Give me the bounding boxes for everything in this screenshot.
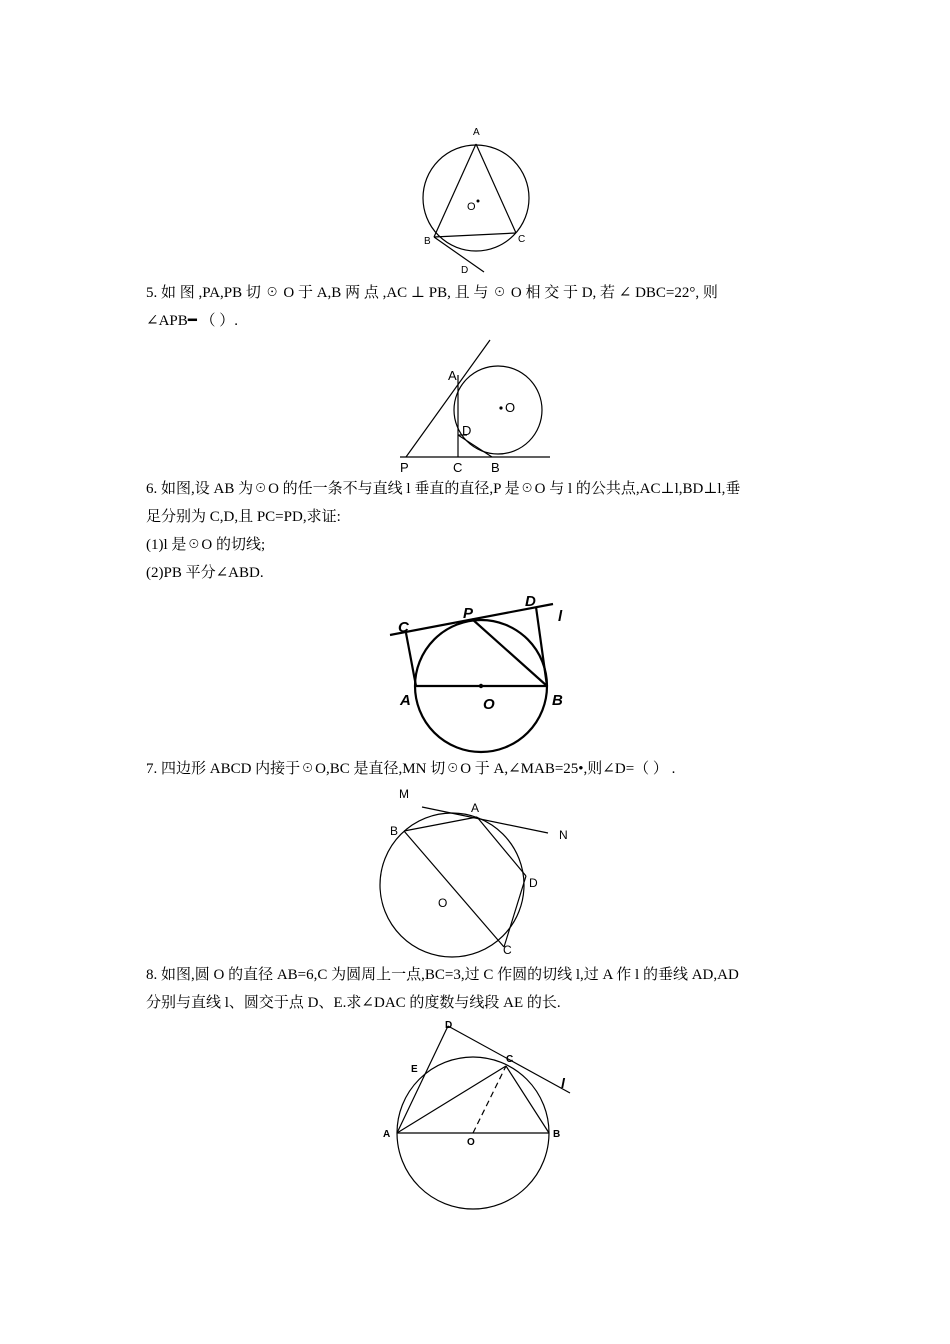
label-c: C <box>398 619 409 636</box>
q7-text-line1: 7. 四边形 ABCD 内接于☉O,BC 是直径,MN 切☉O 于 A,∠MAB=25•,则∠D=（ ） . <box>146 761 676 777</box>
label-a: A <box>471 801 480 815</box>
label-o: O <box>505 400 516 415</box>
label-b: B <box>390 824 399 838</box>
q6-text-line3: (1)l 是☉O 的切线; <box>146 537 266 553</box>
figure-inscribed-triangle <box>410 120 550 280</box>
q6-text-line4: (2)PB 平分∠ABD. <box>146 565 264 581</box>
label-d: D <box>445 1020 453 1031</box>
q5-text-line1: 5. 如 图 ,PA,PB 切 ☉ O 于 A,B 两 点 ,AC ⊥ PB, 且 与 ☉ O 相 交 于 D, 若 ∠ DBC=22°, 则 <box>146 285 718 301</box>
q7-figure <box>378 782 578 962</box>
label-b: B <box>491 460 500 475</box>
q8-figure <box>375 1016 575 1216</box>
label-o: O <box>438 896 448 910</box>
label-a: A <box>400 692 411 709</box>
label-c: C <box>506 1054 514 1065</box>
label-c: C <box>503 943 512 957</box>
q5-text-line2: ∠APB━ （ ）. <box>146 313 239 329</box>
label-l: l <box>558 608 563 625</box>
label-p: P <box>400 460 409 475</box>
label-b: B <box>424 236 431 247</box>
label-b: B <box>552 692 563 709</box>
label-c: C <box>453 460 463 475</box>
label-e: E <box>411 1064 418 1075</box>
label-b: B <box>553 1129 561 1140</box>
label-d: D <box>525 593 536 610</box>
label-o: O <box>483 696 495 713</box>
q5-figure <box>395 338 560 478</box>
label-o: O <box>467 201 476 213</box>
label-a: A <box>383 1129 391 1140</box>
label-d: D <box>529 876 538 890</box>
label-l: l <box>561 1075 565 1091</box>
label-a: A <box>473 127 480 138</box>
q8-text-line2: 分别与直线 l、圆交于点 D、E.求∠DAC 的度数与线段 AE 的长. <box>146 995 561 1011</box>
label-m: M <box>399 787 409 801</box>
label-o: O <box>467 1137 475 1148</box>
label-d: D <box>462 423 472 438</box>
label-d: D <box>461 265 469 276</box>
q6-figure <box>385 588 585 758</box>
q6-text-line2: 足分别为 C,D,且 PC=PD,求证: <box>146 509 341 525</box>
label-c: C <box>518 234 526 245</box>
q6-text-line1: 6. 如图,设 AB 为☉O 的任一条不与直线 l 垂直的直径,P 是☉O 与 l 的公共点,AC⊥l,BD⊥l,垂 <box>146 481 741 497</box>
label-p: P <box>463 605 474 622</box>
label-a: A <box>448 368 457 383</box>
label-n: N <box>559 828 568 842</box>
q8-text-line1: 8. 如图,圆 O 的直径 AB=6,C 为圆周上一点,BC=3,过 C 作圆的切线 l,过 A 作 l 的垂线 AD,AD <box>146 967 739 983</box>
